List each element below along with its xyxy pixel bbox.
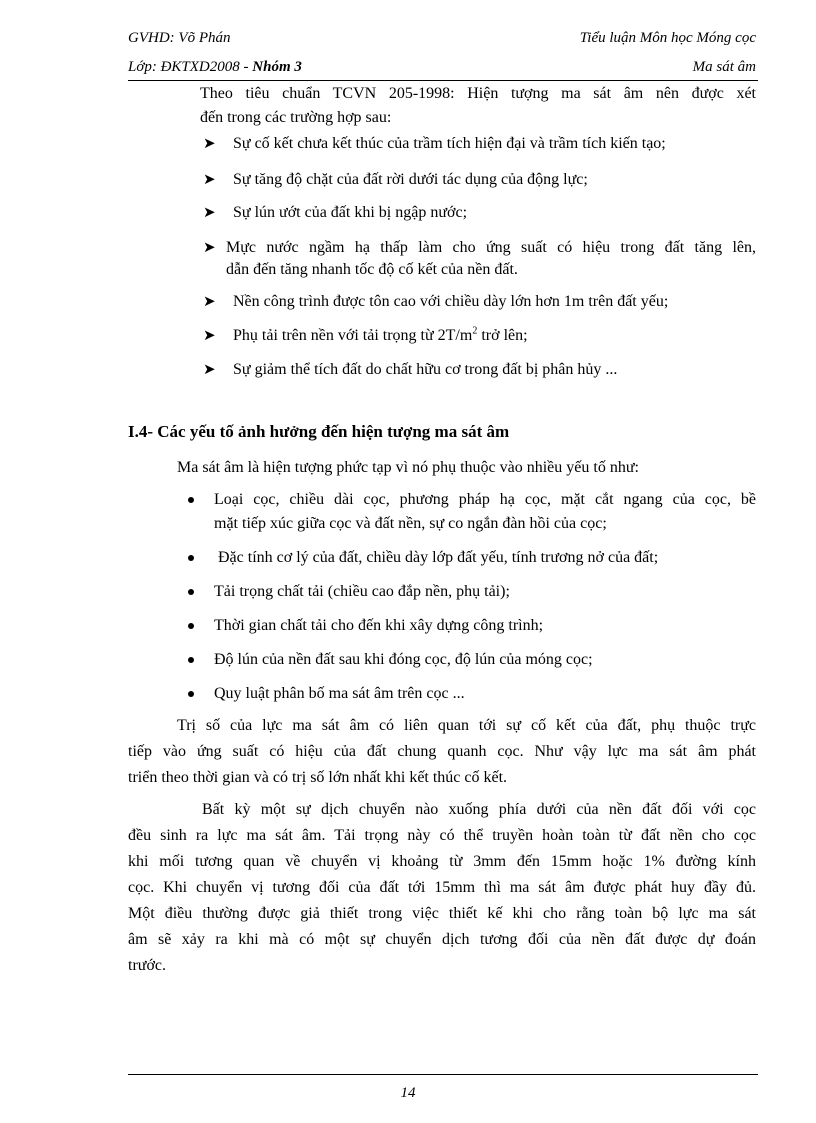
section-heading: I.4- Các yếu tố ảnh hưởng đến hiện tượng ma sát âm xyxy=(128,422,510,441)
paragraph-line: trước. xyxy=(128,957,167,974)
paragraph-line: Một điều thường được giả thiết trong việc thiết kế khi cho rằng toàn bộ lực ma sát xyxy=(128,905,756,922)
paragraph-line: triển theo thời gian và có trị số lớn nhất khi kết thúc cố kết. xyxy=(128,769,508,786)
bullet-dot-icon xyxy=(188,657,194,663)
factor-item: Độ lún của nền đất sau khi đóng cọc, độ lún của móng cọc; xyxy=(214,651,593,668)
arrow-bullet-icon: ➤ xyxy=(203,136,216,152)
group-name: Nhóm 3 xyxy=(252,59,302,75)
factor-item: Thời gian chất tải cho đến khi xây dựng công trình; xyxy=(214,617,544,634)
footer-rule xyxy=(128,1074,758,1075)
factor-item: Tải trọng chất tải (chiều cao đắp nền, phụ tải); xyxy=(214,583,510,600)
paragraph-line: Bất kỳ một sự dịch chuyển nào xuống phía dưới của nền đất đối với cọc xyxy=(202,801,756,818)
bullet-dot-icon xyxy=(188,623,194,629)
intro-line-2: đến trong các trường hợp sau: xyxy=(200,109,392,126)
paragraph-line: âm sẽ xảy ra khi mà có một sự chuyển dịch tương đối của nền đất được dự đoán xyxy=(128,931,756,948)
bullet-dot-icon xyxy=(188,497,194,503)
paragraph-line: khi mối tương quan về chuyển vị khoảng từ 3mm đến 15mm hoặc 1% đường kính xyxy=(128,853,756,870)
course-title: Tiểu luận Môn học Móng cọc xyxy=(579,30,756,46)
case-item: Sự lún ướt của đất khi bị ngập nước; xyxy=(233,204,468,221)
arrow-bullet-icon: ➤ xyxy=(203,362,216,378)
paragraph-line: đều sinh ra lực ma sát âm. Tải trọng này có thể truyền hoàn toàn từ đất nền cho cọc xyxy=(128,827,756,844)
case-text-end: trở lên; xyxy=(477,327,528,344)
arrow-bullet-icon: ➤ xyxy=(203,172,216,188)
class-label xyxy=(128,59,302,76)
paragraph-line: Trị số của lực ma sát âm có liên quan tới sự cố kết của đất, phụ thuộc trực xyxy=(177,717,756,734)
section-lead: Ma sát âm là hiện tượng phức tạp vì nó phụ thuộc vào nhiều yếu tố như: xyxy=(177,459,639,476)
factor-item-continuation: mặt tiếp xúc giữa cọc và đất nền, sự co ngắn đàn hồi của cọc; xyxy=(214,515,607,532)
case-item: Sự cố kết chưa kết thúc của trầm tích hiện đại và trầm tích kiến tạo; xyxy=(233,135,666,152)
case-item: Nền công trình được tôn cao với chiều dày lớn hơn 1m trên đất yếu; xyxy=(233,293,669,310)
bullet-dot-icon xyxy=(188,555,194,561)
bullet-dot-icon xyxy=(188,589,194,595)
paragraph-line: tiếp vào ứng suất có hiệu của đất chung quanh cọc. Như vậy lực ma sát âm phát xyxy=(128,743,756,760)
case-item: Sự tăng độ chặt của đất rời dưới tác dụng của động lực; xyxy=(233,171,588,188)
intro-line-1: Theo tiêu chuẩn TCVN 205-1998: Hiện tượng ma sát âm nên được xét xyxy=(200,85,756,102)
case-item: Mực nước ngầm hạ thấp làm cho ứng suất có hiệu trong đất tăng lên, xyxy=(226,239,756,256)
arrow-bullet-icon: ➤ xyxy=(203,205,216,221)
class-code: Lớp: ĐKTXD2008 - xyxy=(128,59,253,75)
supervisor-label: GVHD: Võ Phán xyxy=(128,30,231,46)
page-number: 14 xyxy=(400,1085,416,1101)
arrow-bullet-icon: ➤ xyxy=(203,240,216,256)
paragraph-line: cọc. Khi chuyển vị tương đối của đất tới 15mm thì ma sát âm được phát huy đầy đủ. xyxy=(128,879,756,896)
arrow-bullet-icon: ➤ xyxy=(203,328,216,344)
topic-title: Ma sát âm xyxy=(692,59,756,75)
factor-item: Đặc tính cơ lý của đất, chiều dày lớp đất yếu, tính trương nở của đất; xyxy=(218,549,659,566)
factor-item: Loại cọc, chiều dài cọc, phương pháp hạ cọc, mặt cắt ngang của cọc, bề xyxy=(214,491,756,508)
bullet-dot-icon xyxy=(188,691,194,697)
case-item xyxy=(233,324,528,348)
case-item: Sự giảm thể tích đất do chất hữu cơ trong đất bị phân hủy ... xyxy=(233,361,618,378)
superscript-2: 2 xyxy=(472,325,478,337)
case-item-continuation: dẫn đến tăng nhanh tốc độ cố kết của nền đất. xyxy=(226,261,518,278)
arrow-bullet-icon: ➤ xyxy=(203,294,216,310)
factor-item: Quy luật phân bố ma sát âm trên cọc ... xyxy=(214,685,465,702)
case-text: Phụ tải trên nền với tải trọng từ 2T/m xyxy=(233,327,473,344)
